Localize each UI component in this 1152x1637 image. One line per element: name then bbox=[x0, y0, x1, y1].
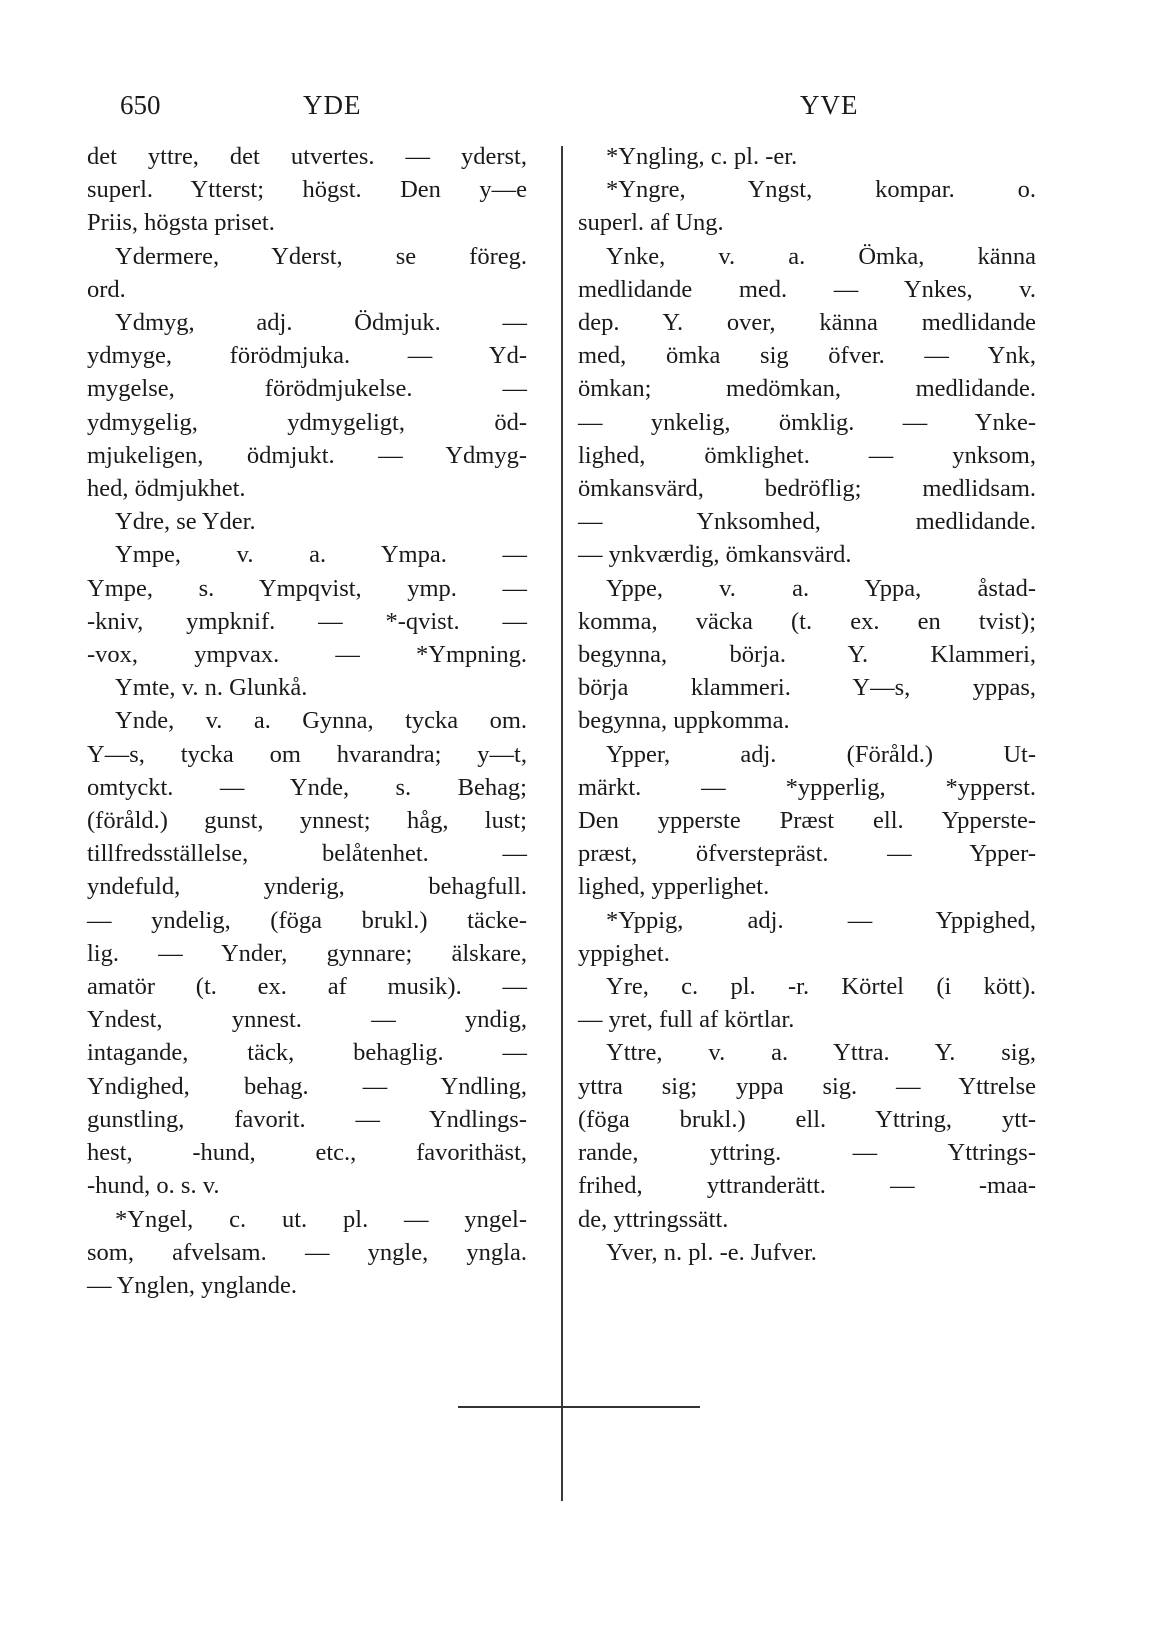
dictionary-line: hed, ödmjukhet. bbox=[87, 475, 246, 503]
dictionary-line: — yndelig, (föga brukl.) täcke- bbox=[87, 906, 527, 934]
dictionary-line: märkt. — *ypperlig, *ypperst. bbox=[578, 773, 1036, 801]
page-header bbox=[0, 90, 1152, 130]
dictionary-line: Y—s, tycka om hvarandra; y—t, bbox=[87, 740, 527, 768]
dictionary-line: — Ynksomhed, medlidande. bbox=[578, 508, 1036, 536]
dictionary-line: lig. — Ynder, gynnare; älskare, bbox=[87, 939, 527, 967]
dictionary-line: Ydermere, Yderst, se föreg. bbox=[115, 242, 527, 270]
dictionary-line: Priis, högsta priset. bbox=[87, 209, 275, 237]
dictionary-line: begynna, börja. Y. Klammeri, bbox=[578, 641, 1036, 669]
dictionary-line: Yppe, v. a. Yppa, åstad- bbox=[606, 574, 1036, 602]
dictionary-line: superl. af Ung. bbox=[578, 209, 724, 237]
dictionary-line: -kniv, ympknif. — *-qvist. — bbox=[87, 607, 527, 635]
dictionary-line: Den ypperste Præst ell. Ypperste- bbox=[578, 807, 1036, 835]
dictionary-line: amatör (t. ex. af musik). — bbox=[87, 973, 527, 1001]
dictionary-line: tillfredsställelse, belåtenhet. — bbox=[87, 840, 527, 868]
dictionary-line: komma, väcka (t. ex. en tvist); bbox=[578, 607, 1036, 635]
dictionary-line: gunstling, favorit. — Yndlings- bbox=[87, 1105, 527, 1133]
dictionary-line: Yre, c. pl. -r. Körtel (i kött). bbox=[606, 973, 1036, 1001]
dictionary-line: -vox, ympvax. — *Ympning. bbox=[87, 641, 527, 669]
dictionary-line: det yttre, det utvertes. — yderst, bbox=[87, 143, 527, 170]
dictionary-line: mygelse, förödmjukelse. — bbox=[87, 375, 527, 403]
dictionary-line: Yver, n. pl. -e. Jufver. bbox=[606, 1238, 817, 1266]
dictionary-line: Ymte, v. n. Glunkå. bbox=[115, 674, 308, 702]
dictionary-line: Ynke, v. a. Ömka, känna bbox=[606, 242, 1036, 270]
dictionary-line: -hund, o. s. v. bbox=[87, 1172, 220, 1200]
dictionary-line: yttra sig; yppa sig. — Yttrelse bbox=[578, 1072, 1036, 1100]
dictionary-line: lighed, ömklighet. — ynksom, bbox=[578, 441, 1036, 469]
dictionary-line: — yret, full af körtlar. bbox=[578, 1006, 795, 1034]
dictionary-line: Ynde, v. a. Gynna, tycka om. bbox=[115, 707, 527, 735]
dictionary-line: de, yttringssätt. bbox=[578, 1205, 729, 1233]
page-number: 650 bbox=[120, 90, 161, 120]
dictionary-line: frihed, yttranderätt. — -maa- bbox=[578, 1172, 1036, 1200]
dictionary-line: præst, öfverstepräst. — Ypper- bbox=[578, 840, 1036, 868]
dictionary-line: lighed, ypperlighet. bbox=[578, 873, 770, 901]
dictionary-line: (föråld.) gunst, ynnest; håg, lust; bbox=[87, 807, 527, 835]
dictionary-line: Ydmyg, adj. Ödmjuk. — bbox=[115, 309, 527, 337]
dictionary-line: dep. Y. over, känna medlidande bbox=[578, 309, 1036, 337]
dictionary-line: ömkansvärd, bedröflig; medlidsam. bbox=[578, 475, 1036, 503]
dictionary-line: ord. bbox=[87, 275, 126, 303]
dictionary-line: medlidande med. — Ynkes, v. bbox=[578, 275, 1036, 303]
right-column bbox=[578, 140, 1036, 1269]
dictionary-line: yndefuld, ynderig, behagfull. bbox=[87, 873, 527, 901]
dictionary-line: Ympe, s. Ympqvist, ymp. — bbox=[87, 574, 527, 602]
dictionary-line: omtyckt. — Ynde, s. Behag; bbox=[87, 773, 527, 801]
dictionary-line: yppighet. bbox=[578, 939, 670, 967]
dictionary-line: börja klammeri. Y—s, yppas, bbox=[578, 674, 1036, 702]
dictionary-line: *Yppig, adj. — Yppighed, bbox=[606, 906, 1036, 934]
dictionary-line: hest, -hund, etc., favorithäst, bbox=[87, 1139, 527, 1167]
dictionary-line: rande, yttring. — Yttrings- bbox=[578, 1139, 1036, 1167]
dictionary-line: intagande, täck, behaglig. — bbox=[87, 1039, 527, 1067]
dictionary-line: Ympe, v. a. Ympa. — bbox=[115, 541, 527, 569]
dictionary-line: superl. Ytterst; högst. Den y—e bbox=[87, 176, 527, 204]
right-running-head: YVE bbox=[800, 90, 859, 120]
dictionary-line: — ynkværdig, ömkansvärd. bbox=[578, 541, 852, 569]
dictionary-line: ydmyge, förödmjuka. — Yd- bbox=[87, 342, 527, 370]
dictionary-line: begynna, uppkomma. bbox=[578, 707, 790, 735]
dictionary-line: *Yngel, c. ut. pl. — yngel- bbox=[115, 1205, 527, 1233]
dictionary-line: som, afvelsam. — yngle, yngla. bbox=[87, 1238, 527, 1266]
dictionary-line: Ydre, se Yder. bbox=[115, 508, 256, 536]
dictionary-line: Yndest, ynnest. — yndig, bbox=[87, 1006, 527, 1034]
dictionary-line: — ynkelig, ömklig. — Ynke- bbox=[578, 408, 1036, 436]
dictionary-line: mjukeligen, ödmjukt. — Ydmyg- bbox=[87, 441, 527, 469]
dictionary-line: *Yngling, c. pl. -er. bbox=[606, 143, 798, 170]
dictionary-line: ömkan; medömkan, medlidande. bbox=[578, 375, 1036, 403]
dictionary-line: ydmygelig, ydmygeligt, öd- bbox=[87, 408, 527, 436]
dictionary-line: Yndighed, behag. — Yndling, bbox=[87, 1072, 527, 1100]
dictionary-line: (föga brukl.) ell. Yttring, ytt- bbox=[578, 1105, 1036, 1133]
dictionary-line: *Yngre, Yngst, kompar. o. bbox=[606, 176, 1036, 204]
left-running-head: YDE bbox=[303, 90, 362, 120]
dictionary-line: med, ömka sig öfver. — Ynk, bbox=[578, 342, 1036, 370]
dictionary-line: Yttre, v. a. Yttra. Y. sig, bbox=[606, 1039, 1036, 1067]
dictionary-line: — Ynglen, ynglande. bbox=[87, 1271, 298, 1299]
left-column bbox=[87, 140, 527, 1302]
footer-rule bbox=[458, 1406, 700, 1408]
column-divider bbox=[561, 146, 563, 1501]
dictionary-line: Ypper, adj. (Föråld.) Ut- bbox=[606, 740, 1036, 768]
